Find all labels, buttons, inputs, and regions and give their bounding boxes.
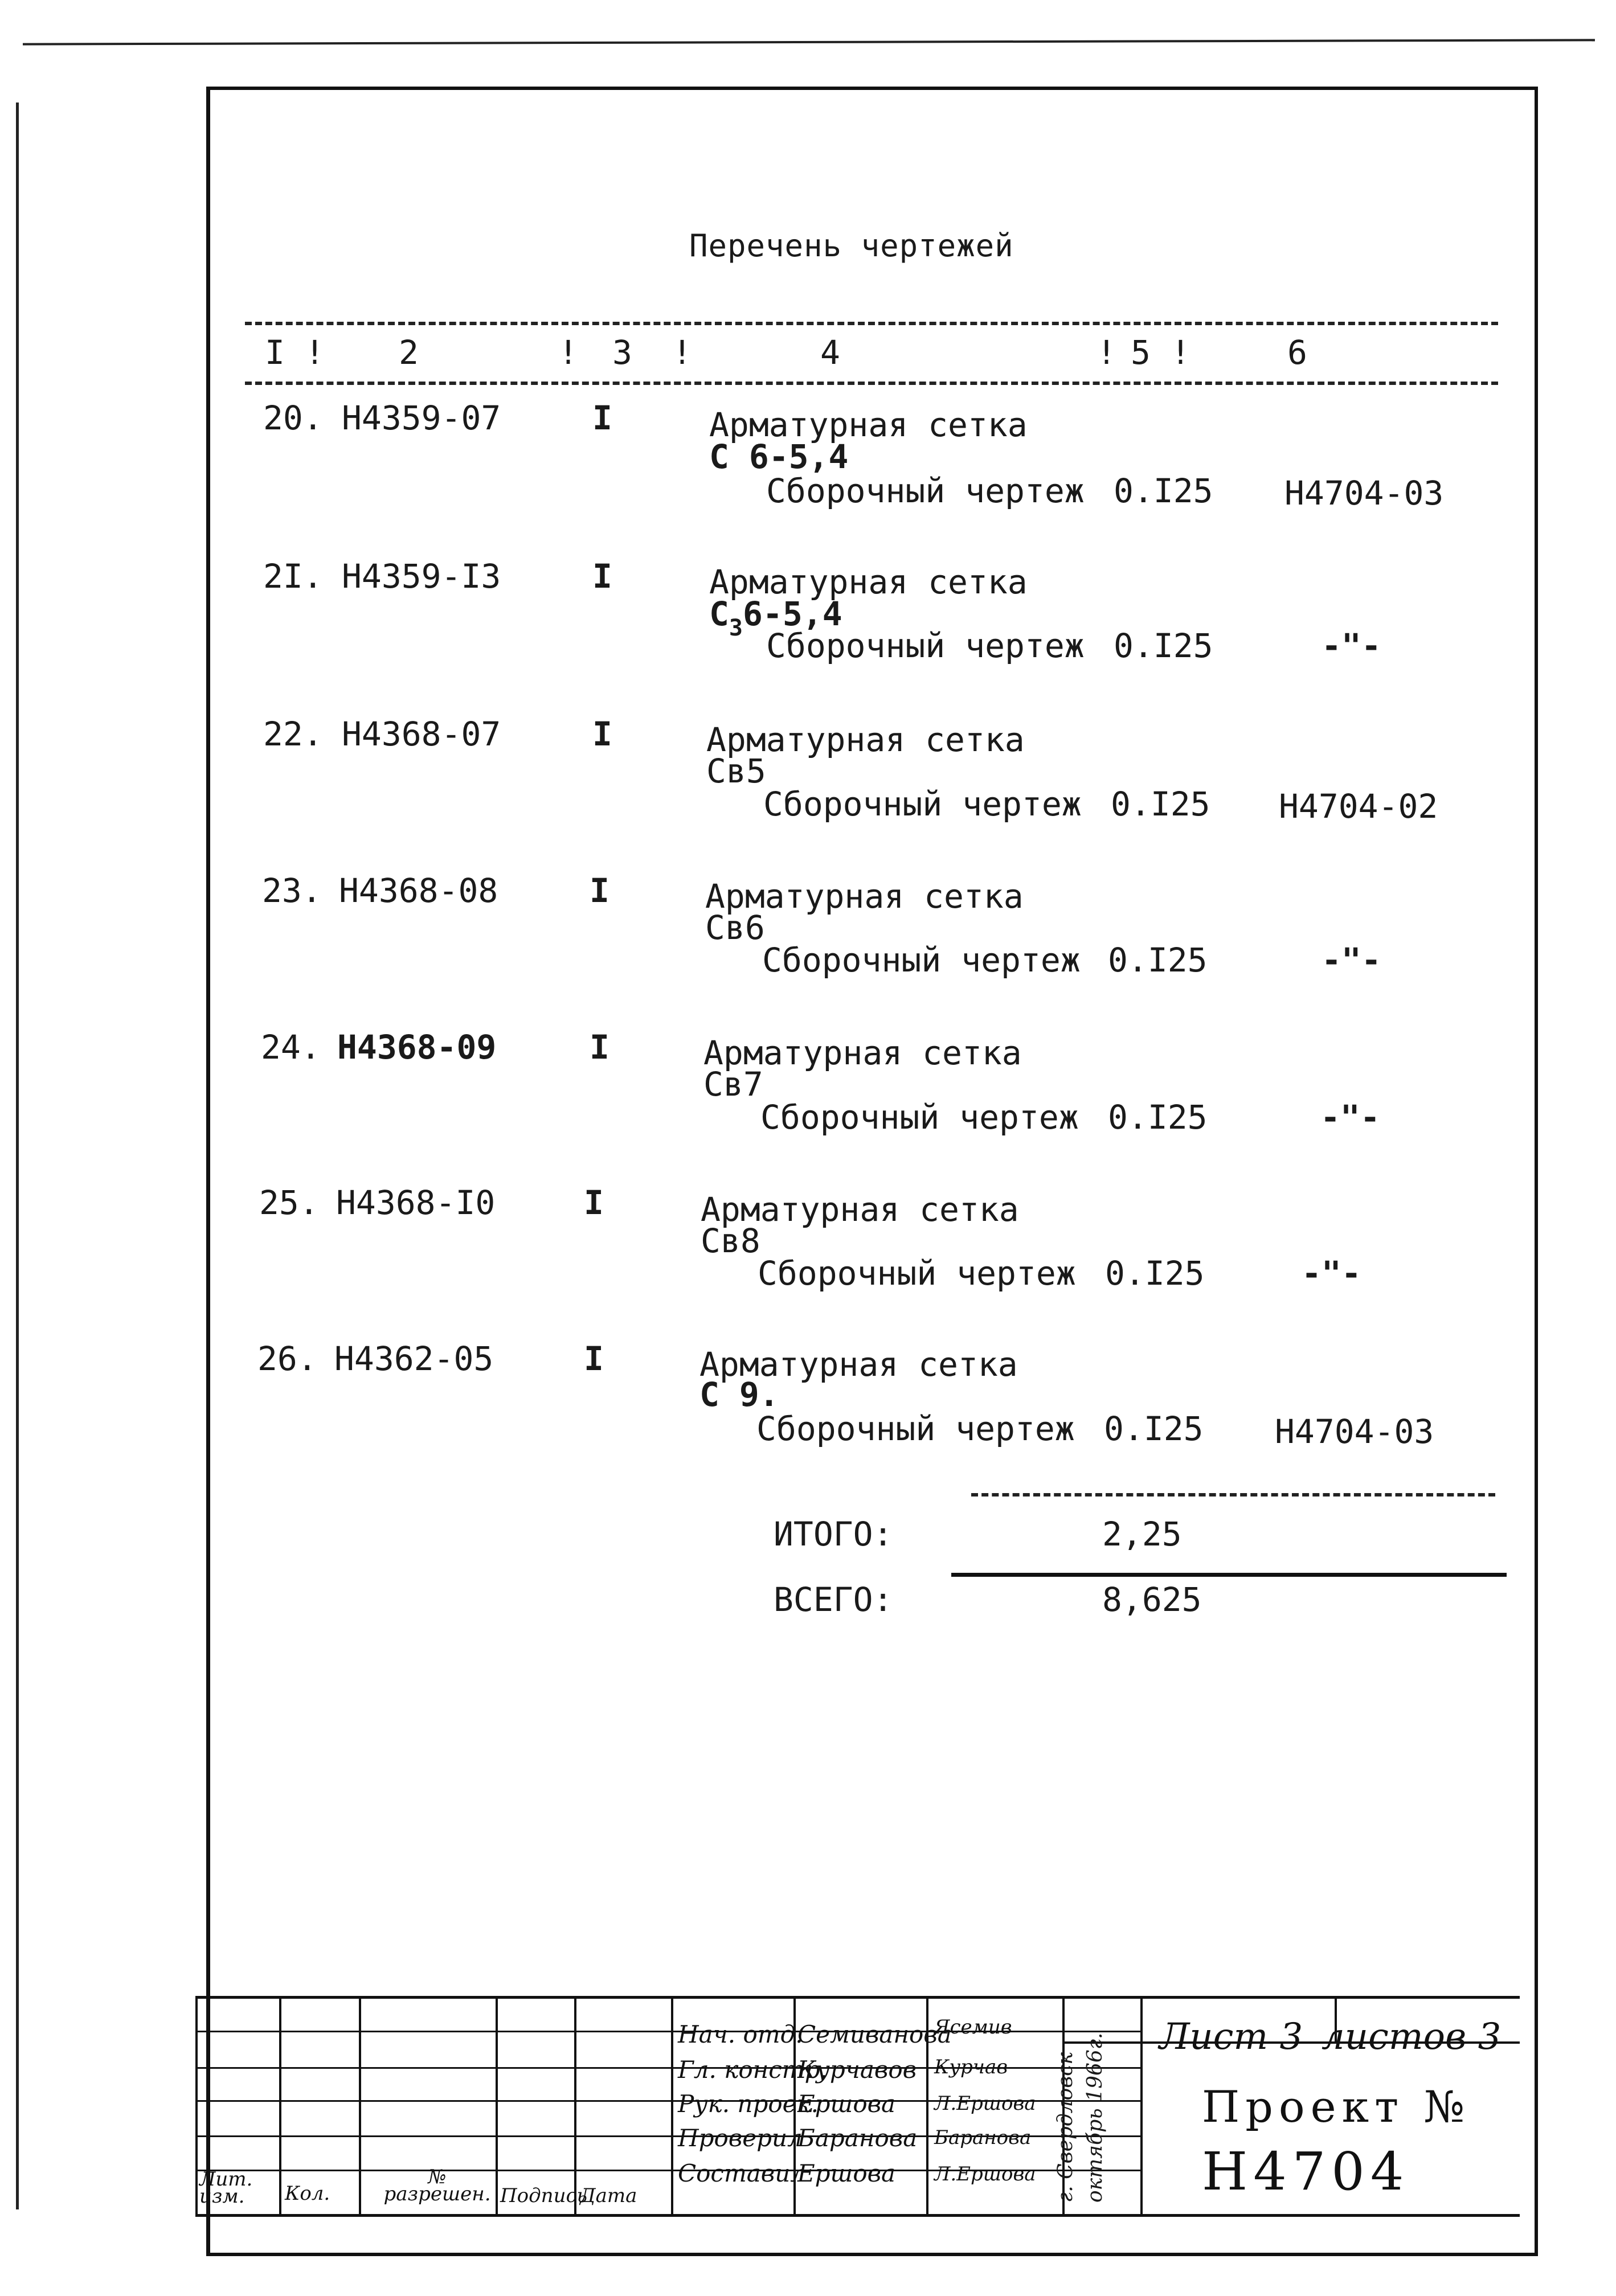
drawing-type: Сборочный чертеж bbox=[758, 1254, 1076, 1293]
reference: -"- bbox=[1302, 1254, 1361, 1293]
signature-compiled: Л.Ершова bbox=[934, 2163, 1036, 2186]
name-chief-designer: Курчавов bbox=[797, 2056, 917, 2084]
drawing-code: Н4359-I3 bbox=[342, 557, 501, 596]
totals-top-rule bbox=[971, 1493, 1495, 1496]
scale-value: 0.I25 bbox=[1111, 785, 1210, 823]
tb-header-qty: Кол. bbox=[285, 2182, 330, 2205]
drawing-code: Н4368-09 bbox=[337, 1028, 497, 1067]
item-name: Арматурная сетка bbox=[709, 405, 1028, 444]
drawing-type: Сборочный чертеж bbox=[766, 472, 1085, 510]
project-number: Н4704 bbox=[1202, 2141, 1410, 2202]
header-top-rule bbox=[245, 322, 1498, 325]
quantity: I bbox=[584, 1183, 604, 1222]
signature-chief-designer: Курчав bbox=[934, 2056, 1008, 2078]
scan-edge-left bbox=[16, 102, 19, 2209]
scale-value: 0.I25 bbox=[1104, 1409, 1204, 1448]
col-header-5: 5 bbox=[1131, 333, 1151, 372]
name-head-dept: Семиванова bbox=[797, 2020, 952, 2048]
quantity: I bbox=[584, 1339, 604, 1378]
reference: -"- bbox=[1322, 626, 1381, 665]
role-compiled: Составил bbox=[678, 2159, 806, 2187]
drawing-code: Н4368-07 bbox=[342, 715, 501, 753]
date: октябрь 1966г. bbox=[1083, 2032, 1107, 2203]
reference: -"- bbox=[1322, 941, 1381, 979]
row-number: 22. bbox=[263, 715, 323, 753]
signature-project-lead: Л.Ершова bbox=[934, 2092, 1036, 2115]
sheet-number: Лист 3 bbox=[1159, 2016, 1303, 2058]
reference: -"- bbox=[1320, 1098, 1380, 1137]
col-sep: ! bbox=[1171, 333, 1190, 372]
item-name: Арматурная сетка bbox=[705, 877, 1024, 916]
drawing-code: Н4368-08 bbox=[339, 871, 498, 910]
row-number: 2I. bbox=[263, 557, 323, 596]
item-name: Арматурная сетка bbox=[699, 1345, 1018, 1384]
scale-value: 0.I25 bbox=[1114, 472, 1213, 510]
drawing-type: Сборочный чертеж bbox=[766, 626, 1085, 665]
item-mark: Св8 bbox=[701, 1221, 760, 1260]
tb-header-permit: № разрешен. bbox=[383, 2166, 491, 2205]
mark-letter: С bbox=[709, 594, 729, 633]
drawing-code: Н4368-I0 bbox=[336, 1183, 496, 1222]
quantity: I bbox=[592, 715, 612, 753]
item-name: Арматурная сетка bbox=[703, 1034, 1022, 1072]
item-mark: С 6-5,4 bbox=[709, 437, 849, 476]
name-checked: Баранова bbox=[797, 2124, 918, 2152]
place-date-stamp bbox=[1044, 1999, 1112, 2209]
tb-header-change: Лит. изм. bbox=[199, 2168, 253, 2208]
quantity: I bbox=[592, 557, 612, 596]
reference: Н4704-03 bbox=[1275, 1412, 1434, 1451]
drawing-type: Сборочный чертеж bbox=[763, 785, 1082, 823]
row-number: 23. bbox=[262, 871, 322, 910]
drawing-type: Сборочный чертеж bbox=[762, 941, 1081, 979]
col-header-2: 2 bbox=[399, 333, 419, 372]
sheet-count: листов 3 bbox=[1322, 2016, 1502, 2058]
total-label: ВСЕГО: bbox=[774, 1580, 893, 1619]
quantity: I bbox=[592, 399, 612, 437]
role-checked: Проверил bbox=[678, 2124, 803, 2152]
item-mark: Св5 bbox=[706, 752, 766, 790]
item-mark: С 9. bbox=[699, 1375, 779, 1414]
mark-subscript: 3 bbox=[729, 615, 743, 641]
role-chief-designer: Гл. констр. bbox=[678, 2056, 828, 2084]
item-mark: Св7 bbox=[703, 1065, 763, 1104]
total-value: 8,625 bbox=[1102, 1580, 1202, 1619]
header-bottom-rule bbox=[245, 382, 1498, 385]
col-header-4: 4 bbox=[820, 333, 840, 372]
scan-edge-top bbox=[23, 39, 1595, 45]
item-mark: Св6 bbox=[705, 908, 765, 947]
totals-rule bbox=[951, 1573, 1507, 1577]
col-header-1: I bbox=[265, 333, 285, 372]
col-header-6: 6 bbox=[1287, 333, 1307, 372]
scale-value: 0.I25 bbox=[1108, 941, 1208, 979]
drawing-code: Н4362-05 bbox=[334, 1339, 494, 1378]
scale-value: 0.I25 bbox=[1105, 1254, 1205, 1293]
scale-value: 0.I25 bbox=[1108, 1098, 1208, 1137]
quantity: I bbox=[590, 871, 609, 910]
col-sep: ! bbox=[305, 333, 325, 372]
signature-checked: Баранова bbox=[934, 2126, 1032, 2149]
tb-header-signature: Подпись bbox=[500, 2184, 588, 2207]
row-number: 26. bbox=[257, 1339, 317, 1378]
reference: Н4704-03 bbox=[1284, 474, 1444, 512]
signature-head-dept: Ясемив bbox=[934, 2016, 1012, 2039]
item-name: Арматурная сетка bbox=[701, 1190, 1019, 1229]
drawing-type: Сборочный чертеж bbox=[760, 1098, 1079, 1137]
name-project-lead: Ершова bbox=[797, 2090, 896, 2118]
role-head-dept: Нач. отд. bbox=[678, 2020, 803, 2048]
row-number: 20. bbox=[263, 399, 323, 437]
col-header-3: 3 bbox=[612, 333, 632, 372]
reference: Н4704-02 bbox=[1279, 787, 1438, 826]
quantity: I bbox=[590, 1028, 609, 1067]
item-name: Арматурная сетка bbox=[709, 563, 1028, 601]
col-sep: ! bbox=[1097, 333, 1116, 372]
subtotal-label: ИТОГО: bbox=[774, 1515, 893, 1553]
col-sep: ! bbox=[672, 333, 692, 372]
drawing-type: Сборочный чертеж bbox=[756, 1409, 1075, 1448]
tb-header-date: Дата bbox=[580, 2184, 637, 2207]
row-number: 25. bbox=[259, 1183, 319, 1222]
subtotal-value: 2,25 bbox=[1102, 1515, 1182, 1553]
page-title: Перечень чертежей bbox=[689, 228, 1014, 264]
item-name: Арматурная сетка bbox=[706, 720, 1025, 759]
name-compiled: Ершова bbox=[797, 2159, 896, 2187]
mark-tail: 6-5,4 bbox=[743, 594, 842, 633]
row-number: 24. bbox=[261, 1028, 321, 1067]
project-label: Проект № bbox=[1202, 2081, 1471, 2132]
drawing-code: Н4359-07 bbox=[342, 399, 501, 437]
place: г. Свердловск bbox=[1054, 2052, 1077, 2203]
role-project-lead: Рук. проек. bbox=[678, 2090, 819, 2118]
scale-value: 0.I25 bbox=[1114, 626, 1213, 665]
col-sep: ! bbox=[558, 333, 578, 372]
